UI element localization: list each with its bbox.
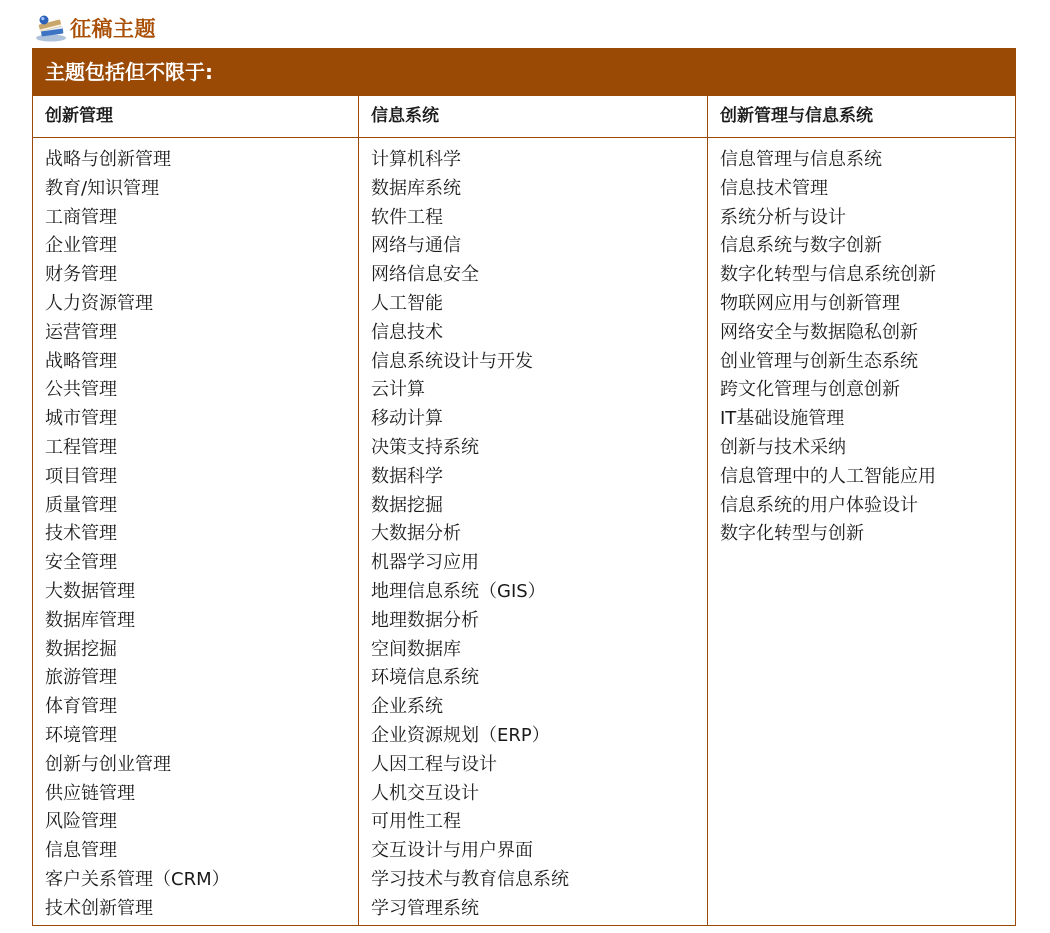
list-item: 技术创新管理 [45, 897, 153, 919]
list-item: 信息系统设计与开发 [371, 350, 533, 372]
list-item: 人机交互设计 [371, 782, 479, 804]
list-item: 软件工程 [371, 206, 443, 228]
section-heading [34, 10, 156, 46]
list-item: 物联网应用与创新管理 [720, 292, 900, 314]
list-item: 供应链管理 [45, 782, 135, 804]
list-item: 数字化转型与信息系统创新 [720, 264, 936, 286]
list-item: 数据库系统 [371, 177, 461, 199]
column-innovation-and-is [708, 138, 1015, 926]
list-item: 人力资源管理 [45, 292, 153, 314]
list-item: 环境管理 [45, 724, 117, 746]
body-row [33, 138, 1015, 926]
column-header-innovation-management: 创新管理 [33, 96, 359, 137]
list-item: 机器学习应用 [371, 552, 479, 574]
list-item: 可用性工程 [371, 811, 461, 833]
list-item: 信息系统的用户体验设计 [720, 494, 918, 516]
column-header-innovation-and-is: 创新管理与信息系统 [720, 106, 873, 126]
header-row [33, 96, 1015, 138]
list-item: 安全管理 [45, 552, 117, 574]
list-item: 创业管理与创新生态系统 [720, 350, 918, 372]
list-item: 企业系统 [371, 696, 443, 718]
table-banner: 主题包括但不限于: [33, 49, 1015, 96]
list-item: 风险管理 [45, 811, 117, 833]
list-item: 企业管理 [45, 235, 117, 257]
list-item: 大数据管理 [45, 580, 135, 602]
list-item: 云计算 [371, 379, 425, 401]
list-item: IT基础设施管理 [720, 408, 845, 430]
list-item: 城市管理 [45, 408, 117, 430]
topic-list [45, 138, 358, 924]
list-item: 学习管理系统 [371, 897, 479, 919]
topic-list [720, 138, 1015, 549]
list-item: 地理数据分析 [371, 609, 479, 631]
list-item: 信息管理 [45, 840, 117, 862]
list-item: 客户关系管理（CRM） [45, 868, 230, 890]
list-item: 环境信息系统 [371, 667, 479, 689]
list-item: 工商管理 [45, 206, 117, 228]
list-item: 数据挖掘 [45, 638, 117, 660]
list-item: 质量管理 [45, 494, 117, 516]
list-item: 技术管理 [45, 523, 117, 545]
books-icon [34, 13, 68, 43]
list-item: 人因工程与设计 [371, 753, 497, 775]
list-item: 项目管理 [45, 465, 117, 487]
list-item: 系统分析与设计 [720, 206, 846, 228]
list-item: 企业资源规划（ERP） [371, 724, 550, 746]
list-item: 人工智能 [371, 292, 443, 314]
list-item: 交互设计与用户界面 [371, 840, 533, 862]
list-item: 计算机科学 [371, 149, 461, 170]
list-item: 体育管理 [45, 696, 117, 718]
list-item: 空间数据库 [371, 638, 461, 660]
list-item: 教育/知识管理 [45, 177, 160, 199]
list-item: 大数据分析 [371, 523, 461, 545]
list-item: 工程管理 [45, 436, 117, 458]
list-item: 运营管理 [45, 321, 117, 343]
topic-list [371, 138, 707, 924]
list-item: 创新与创业管理 [45, 753, 171, 775]
list-item: 信息系统与数字创新 [720, 235, 882, 257]
list-item: 战略与创新管理 [45, 149, 171, 170]
list-item: 数据库管理 [45, 609, 135, 631]
list-item: 信息管理与信息系统 [720, 149, 882, 170]
list-item: 跨文化管理与创意创新 [720, 379, 900, 401]
list-item: 创新与技术采纳 [720, 436, 846, 458]
list-item: 网络安全与数据隐私创新 [720, 321, 918, 343]
list-item: 财务管理 [45, 264, 117, 286]
list-item: 网络信息安全 [371, 264, 479, 286]
list-item: 数字化转型与创新 [720, 523, 864, 545]
list-item: 信息管理中的人工智能应用 [720, 465, 936, 487]
column-header-information-systems: 信息系统 [359, 96, 708, 137]
list-item: 旅游管理 [45, 667, 117, 689]
column-information-systems [359, 138, 708, 926]
list-item: 数据科学 [371, 465, 443, 487]
list-item: 数据挖掘 [371, 494, 443, 516]
list-item: 决策支持系统 [371, 436, 479, 458]
section-title: 征稿主题 [70, 17, 156, 41]
list-item: 信息技术管理 [720, 177, 828, 199]
list-item: 网络与通信 [371, 235, 461, 257]
list-item: 学习技术与教育信息系统 [371, 868, 569, 890]
list-item: 移动计算 [371, 408, 443, 430]
topics-table [32, 48, 1016, 926]
list-item: 地理信息系统（GIS） [371, 580, 546, 602]
list-item: 信息技术 [371, 321, 443, 343]
list-item: 战略管理 [45, 350, 117, 372]
list-item: 公共管理 [45, 379, 117, 401]
column-innovation-management [33, 138, 359, 926]
